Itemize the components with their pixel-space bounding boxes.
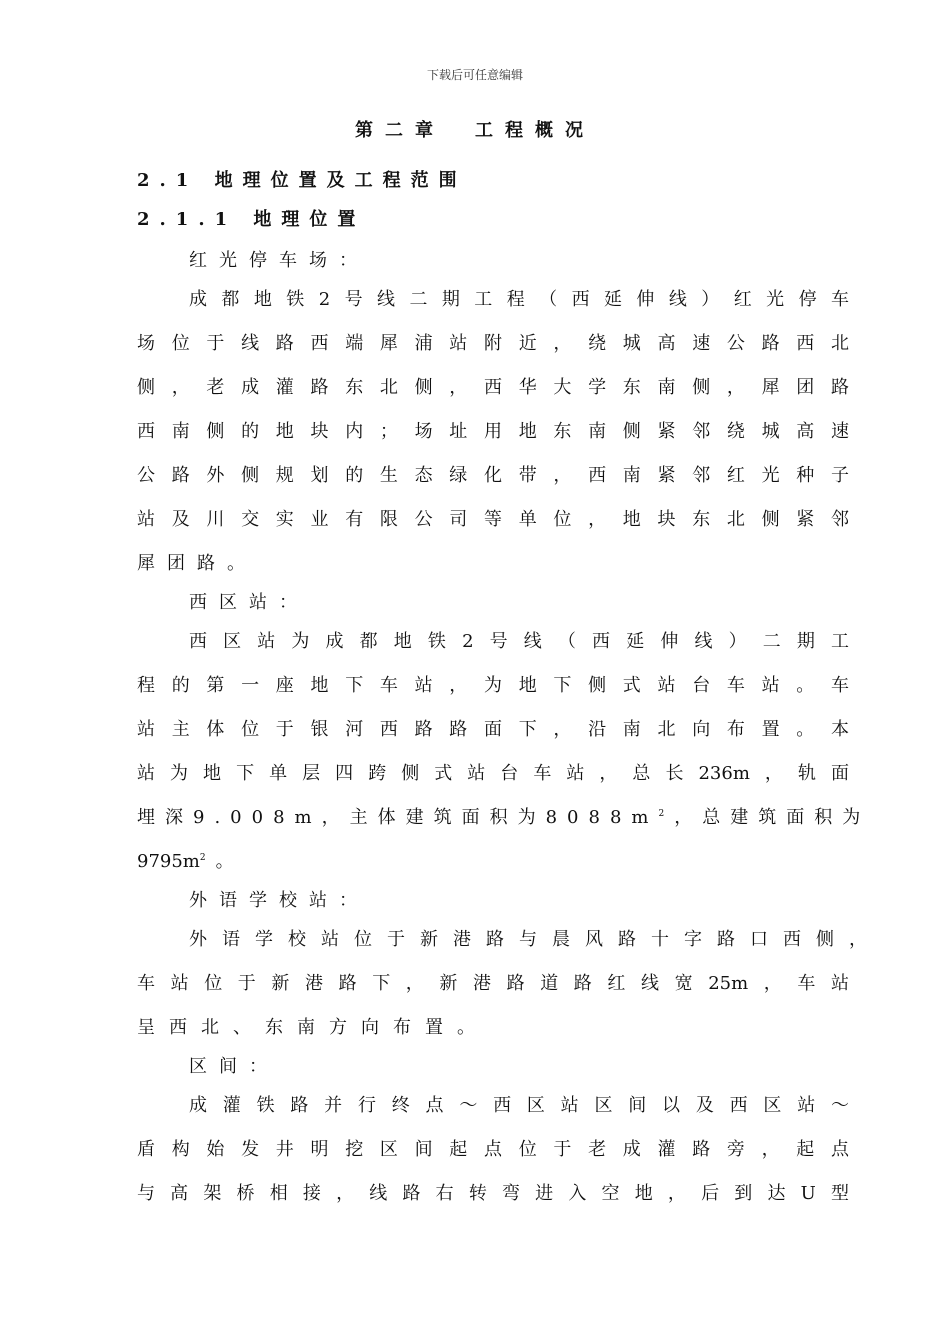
paragraph-line: 与高架桥相接，线路右转弯进入空地，后到达U型 xyxy=(137,1183,849,1204)
paragraph-line: 侧，老成灌路东北侧，西华大学东南侧，犀团路 xyxy=(137,377,849,398)
paragraph-line: 成灌铁路并行终点～西区站区间以及西区站～ xyxy=(189,1095,849,1116)
section-heading-2-1: 2.1 地理位置及工程范围 xyxy=(137,170,467,191)
line-text: 。 xyxy=(215,851,234,872)
paragraph-line: 西区站为成都地铁2号线（西延伸线）二期工 xyxy=(189,631,849,652)
paragraph-line: 车站位于新港路下，新港路道路红线宽25m，车站 xyxy=(137,973,849,994)
line-text: 埋深9.008m，主体建筑面积为8088m xyxy=(137,807,659,828)
paragraph-line: 公路外侧规划的生态绿化带，西南紧邻红光种子 xyxy=(137,465,849,486)
paragraph-line: 呈西北、东南方向布置。 xyxy=(137,1017,489,1038)
paragraph-line: 犀团路。 xyxy=(137,553,257,574)
paragraph-line: 盾构始发井明挖区间起点位于老成灌路旁，起点 xyxy=(137,1139,849,1160)
subsection-label-hongguang: 红光停车场： xyxy=(189,250,369,271)
paragraph-line xyxy=(137,807,871,829)
line-text: ，总建筑面积为 xyxy=(674,807,871,828)
paragraph-line: 场位于线路西端犀浦站附近，绕城高速公路西北 xyxy=(137,333,849,354)
paragraph-line: 站为地下单层四跨侧式站台车站，总长236m，轨面 xyxy=(137,763,849,784)
superscript-2: 2 xyxy=(199,853,206,863)
header-watermark: 下载后可任意编辑 xyxy=(426,68,523,82)
subsection-label-waiyu: 外语学校站： xyxy=(189,890,369,911)
paragraph-line: 站及川交实业有限公司等单位，地块东北侧紧邻 xyxy=(137,509,849,530)
paragraph-line: 成都地铁2号线二期工程（西延伸线）红光停车 xyxy=(189,289,849,310)
paragraph-line: 西南侧的地块内；场址用地东南侧紧邻绕城高速 xyxy=(137,421,849,442)
section-heading-2-1-1: 2.1.1 地理位置 xyxy=(137,209,366,230)
superscript-2: 2 xyxy=(658,809,675,819)
subsection-label-xiqu: 西区站： xyxy=(189,592,309,613)
chapter-title: 第二章 工程概况 xyxy=(355,120,595,141)
line-text: 9795m xyxy=(137,851,200,872)
paragraph-line: 程的第一座地下车站，为地下侧式站台车站。车 xyxy=(137,675,849,696)
paragraph-line: 站主体位于银河西路路面下，沿南北向布置。本 xyxy=(137,719,849,740)
subsection-label-qujian: 区间： xyxy=(189,1056,279,1077)
paragraph-line: 外语学校站位于新港路与晨风路十字路口西侧， xyxy=(189,929,867,950)
paragraph-line xyxy=(137,851,849,873)
